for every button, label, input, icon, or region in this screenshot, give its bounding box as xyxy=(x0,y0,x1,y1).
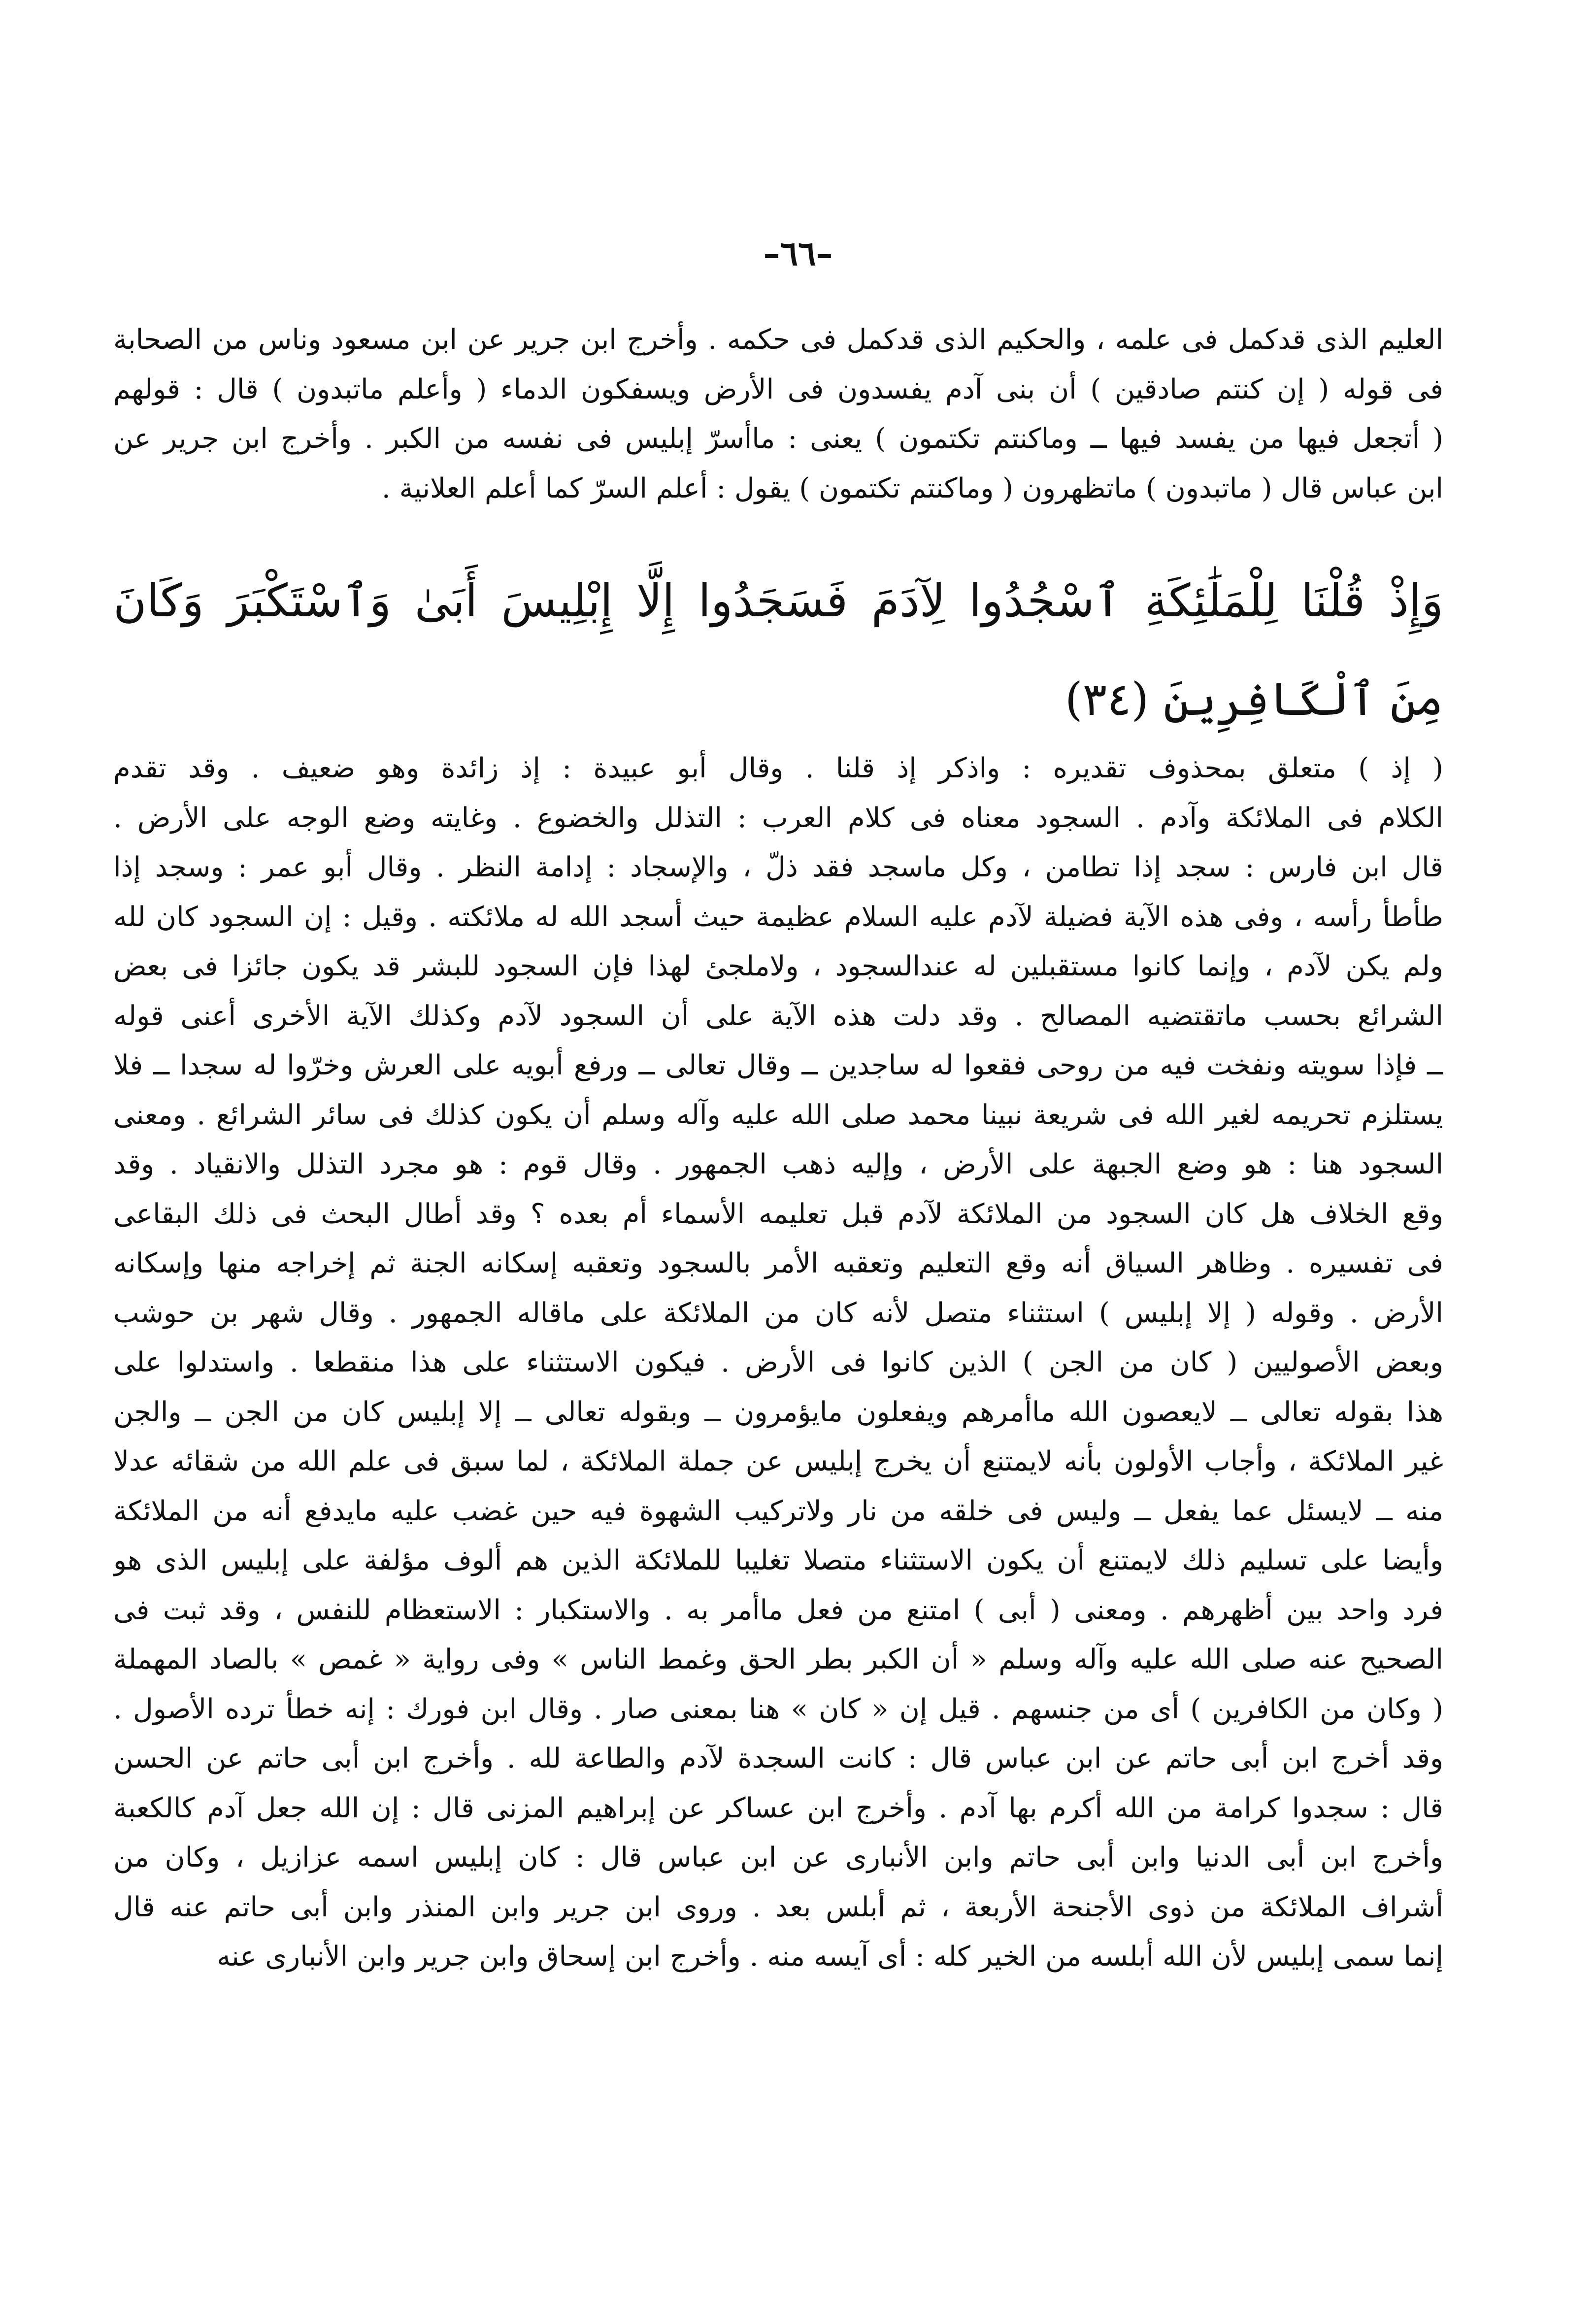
text-line: فرد واحد بين أظهرهم . ومعنى ( أبى ) امتنع من فعل ماأمر به . والاستكبار : الاستعظام للنفس ، وقد ثبت فى xyxy=(113,1594,1443,1626)
text-line: ( وكان من الكافرين ) أى من جنسهم . قيل إن « كان » هنا بمعنى صار . وقال ابن فورك : إنه خطأ ترده الأصول . xyxy=(113,1693,1443,1725)
text-line: وأيضا على تسليم ذلك لايمتنع أن يكون الاستثناء متصلا تغليبا للملائكة الذين هم ألوف مؤلفة على إبليس الذى هو xyxy=(113,1544,1443,1576)
text-line: منه ــ لايسئل عما يفعل ــ وليس فى خلقه من نار ولاتركيب الشهوة فيه حين غضب عليه مايدفع أنه من الملائكة xyxy=(113,1495,1443,1527)
verse-line: مِنَ ٱلْكَافِرِينَ (٣٤) xyxy=(1064,673,1443,726)
text-line: وبعض الأصوليين ( كان من الجن ) الذين كانوا فى الأرض . فيكون الاستثناء على هذا منقطعا . واستدلوا على xyxy=(113,1346,1443,1378)
text-line: وقد أخرج ابن أبى حاتم عن ابن عباس قال : كانت السجدة لآدم والطاعة لله . وأخرج ابن أبى حاتم عن الحسن xyxy=(113,1742,1443,1774)
text-line: الصحيح عنه صلى الله عليه وآله وسلم « أن الكبر بطر الحق وغمط الناس » وفى رواية « غمص » بالصاد المهملة xyxy=(113,1643,1443,1675)
text-line: قال : سجدوا كرامة من الله أكرم بها آدم . وأخرج ابن عساكر عن إبراهيم المزنى قال : إن الله جعل آدم كالكعبة xyxy=(113,1792,1443,1824)
commentary-paragraph-top xyxy=(113,315,1443,513)
page-number: –٦٦– xyxy=(763,234,833,273)
text-line: طأطأ رأسه ، وفى هذه الآية فضيلة لآدم عليه السلام عظيمة حيث أسجد الله له ملائكته . وقيل : إن السجود كان لله xyxy=(113,901,1443,933)
text-line: غير الملائكة ، وأجاب الأولون بأنه لايمتنع أن يخرج إبليس عن جملة الملائكة ، لما سبق فى علم الله من شقائه عدلا xyxy=(113,1445,1443,1477)
text-line: ( إذ ) متعلق بمحذوف تقديره : واذكر إذ قلنا . وقال أبو عبيدة : إذ زائدة وهو ضعيف . وقد تقدم xyxy=(113,752,1443,784)
text-line: ( أتجعل فيها من يفسد فيها ــ وماكنتم تكتمون ) يعنى : ماأسرّ إبليس فى نفسه من الكبر . وأخرج ابن جرير عن xyxy=(113,423,1443,455)
text-line: الشرائع بحسب ماتقتضيه المصالح . وقد دلت هذه الآية على أن السجود لآدم وكذلك الآية الأخرى أعنى قوله xyxy=(113,1000,1443,1032)
text-line: السجود هنا : هو وضع الجبهة على الأرض ، وإليه ذهب الجمهور . وقال قوم : هو مجرد التذلل والانقياد . وقد xyxy=(113,1148,1443,1180)
text-line: وقع الخلاف هل كان السجود من الملائكة لآدم قبل تعليمه الأسماء أم بعده ؟ وقد أطال البحث فى ذلك البقاعى xyxy=(113,1198,1443,1230)
text-line: الكلام فى الملائكة وآدم . السجود معناه فى كلام العرب : التذلل والخضوع . وغايته وضع الوجه على الأرض . xyxy=(113,802,1443,834)
text-line: ولم يكن لآدم ، وإنما كانوا مستقبلين له عندالسجود ، ولاملجئ لهذا فإن السجود للبشر قد يكون جائزا فى بعض xyxy=(113,950,1443,982)
text-line: ــ فإذا سويته ونفخت فيه من روحى فقعوا له ساجدين ــ وقال تعالى ــ ورفع أبويه على العرش وخرّوا له سجدا ــ فلا xyxy=(113,1049,1443,1081)
text-line: وأخرج ابن أبى الدنيا وابن أبى حاتم وابن الأنبارى عن ابن عباس قال : كان إبليس اسمه عزازيل ، وكان من xyxy=(113,1841,1443,1874)
text-line: أشراف الملائكة من ذوى الأجنحة الأربعة ، ثم أبلس بعد . وروى ابن جرير وابن المنذر وابن أبى حاتم عنه قال xyxy=(113,1891,1443,1923)
text-line: ابن عباس قال ( ماتبدون ) ماتظهرون ( وماكنتم تكتمون ) يقول : أعلم السرّ كما أعلم العلانية . xyxy=(382,472,1443,504)
text-line: إنما سمى إبليس لأن الله أبلسه من الخير كله : أى آيسه منه . وأخرج ابن إسحاق وابن جرير وابن الأنبارى عنه xyxy=(217,1941,1443,1973)
quran-verse xyxy=(113,552,1443,749)
text-line: العليم الذى قدكمل فى علمه ، والحكيم الذى قدكمل فى حكمه . وأخرج ابن جرير عن ابن مسعود وناس من الصحابة xyxy=(113,324,1443,356)
text-line: يستلزم تحريمه لغير الله فى شريعة نبينا محمد صلى الله عليه وآله وسلم أن يكون كذلك فى سائر الشرائع . ومعنى xyxy=(113,1099,1443,1131)
text-line: الأرض . وقوله ( إلا إبليس ) استثناء متصل لأنه كان من الملائكة على ماقاله الجمهور . وقال شهر بن حوشب xyxy=(113,1297,1443,1329)
text-line: قال ابن فارس : سجد إذا تطامن ، وكل ماسجد فقد ذلّ ، والإسجاد : إدامة النظر . وقال أبو عمر : وسجد إذا xyxy=(113,851,1443,883)
text-line: فى تفسيره . وظاهر السياق أنه وقع التعليم وتعقبه الأمر بالسجود وتعقبه إسكانه الجنة ثم إخراجه منها وإسكانه xyxy=(113,1247,1443,1279)
text-line: فى قوله ( إن كنتم صادقين ) أن بنى آدم يفسدون فى الأرض ويسفكون الدماء ( وأعلم ماتبدون ) قال : قولهم xyxy=(113,373,1443,405)
commentary-paragraph-main xyxy=(113,744,1443,1982)
text-line: هذا بقوله تعالى ــ لايعصون الله ماأمرهم ويفعلون مايؤمرون ــ وبقوله تعالى ــ إلا إبليس كان من الجن ــ والجن xyxy=(113,1396,1443,1428)
verse-line: وَإِذْ قُلْنَا لِلْمَلَٰئِكَةِ ٱسْجُدُوا لِآدَمَ فَسَجَدُوا إِلَّا إِبْلِيسَ أَبَىٰ وَٱسْتَكْبَرَ وَكَانَ xyxy=(113,574,1443,627)
